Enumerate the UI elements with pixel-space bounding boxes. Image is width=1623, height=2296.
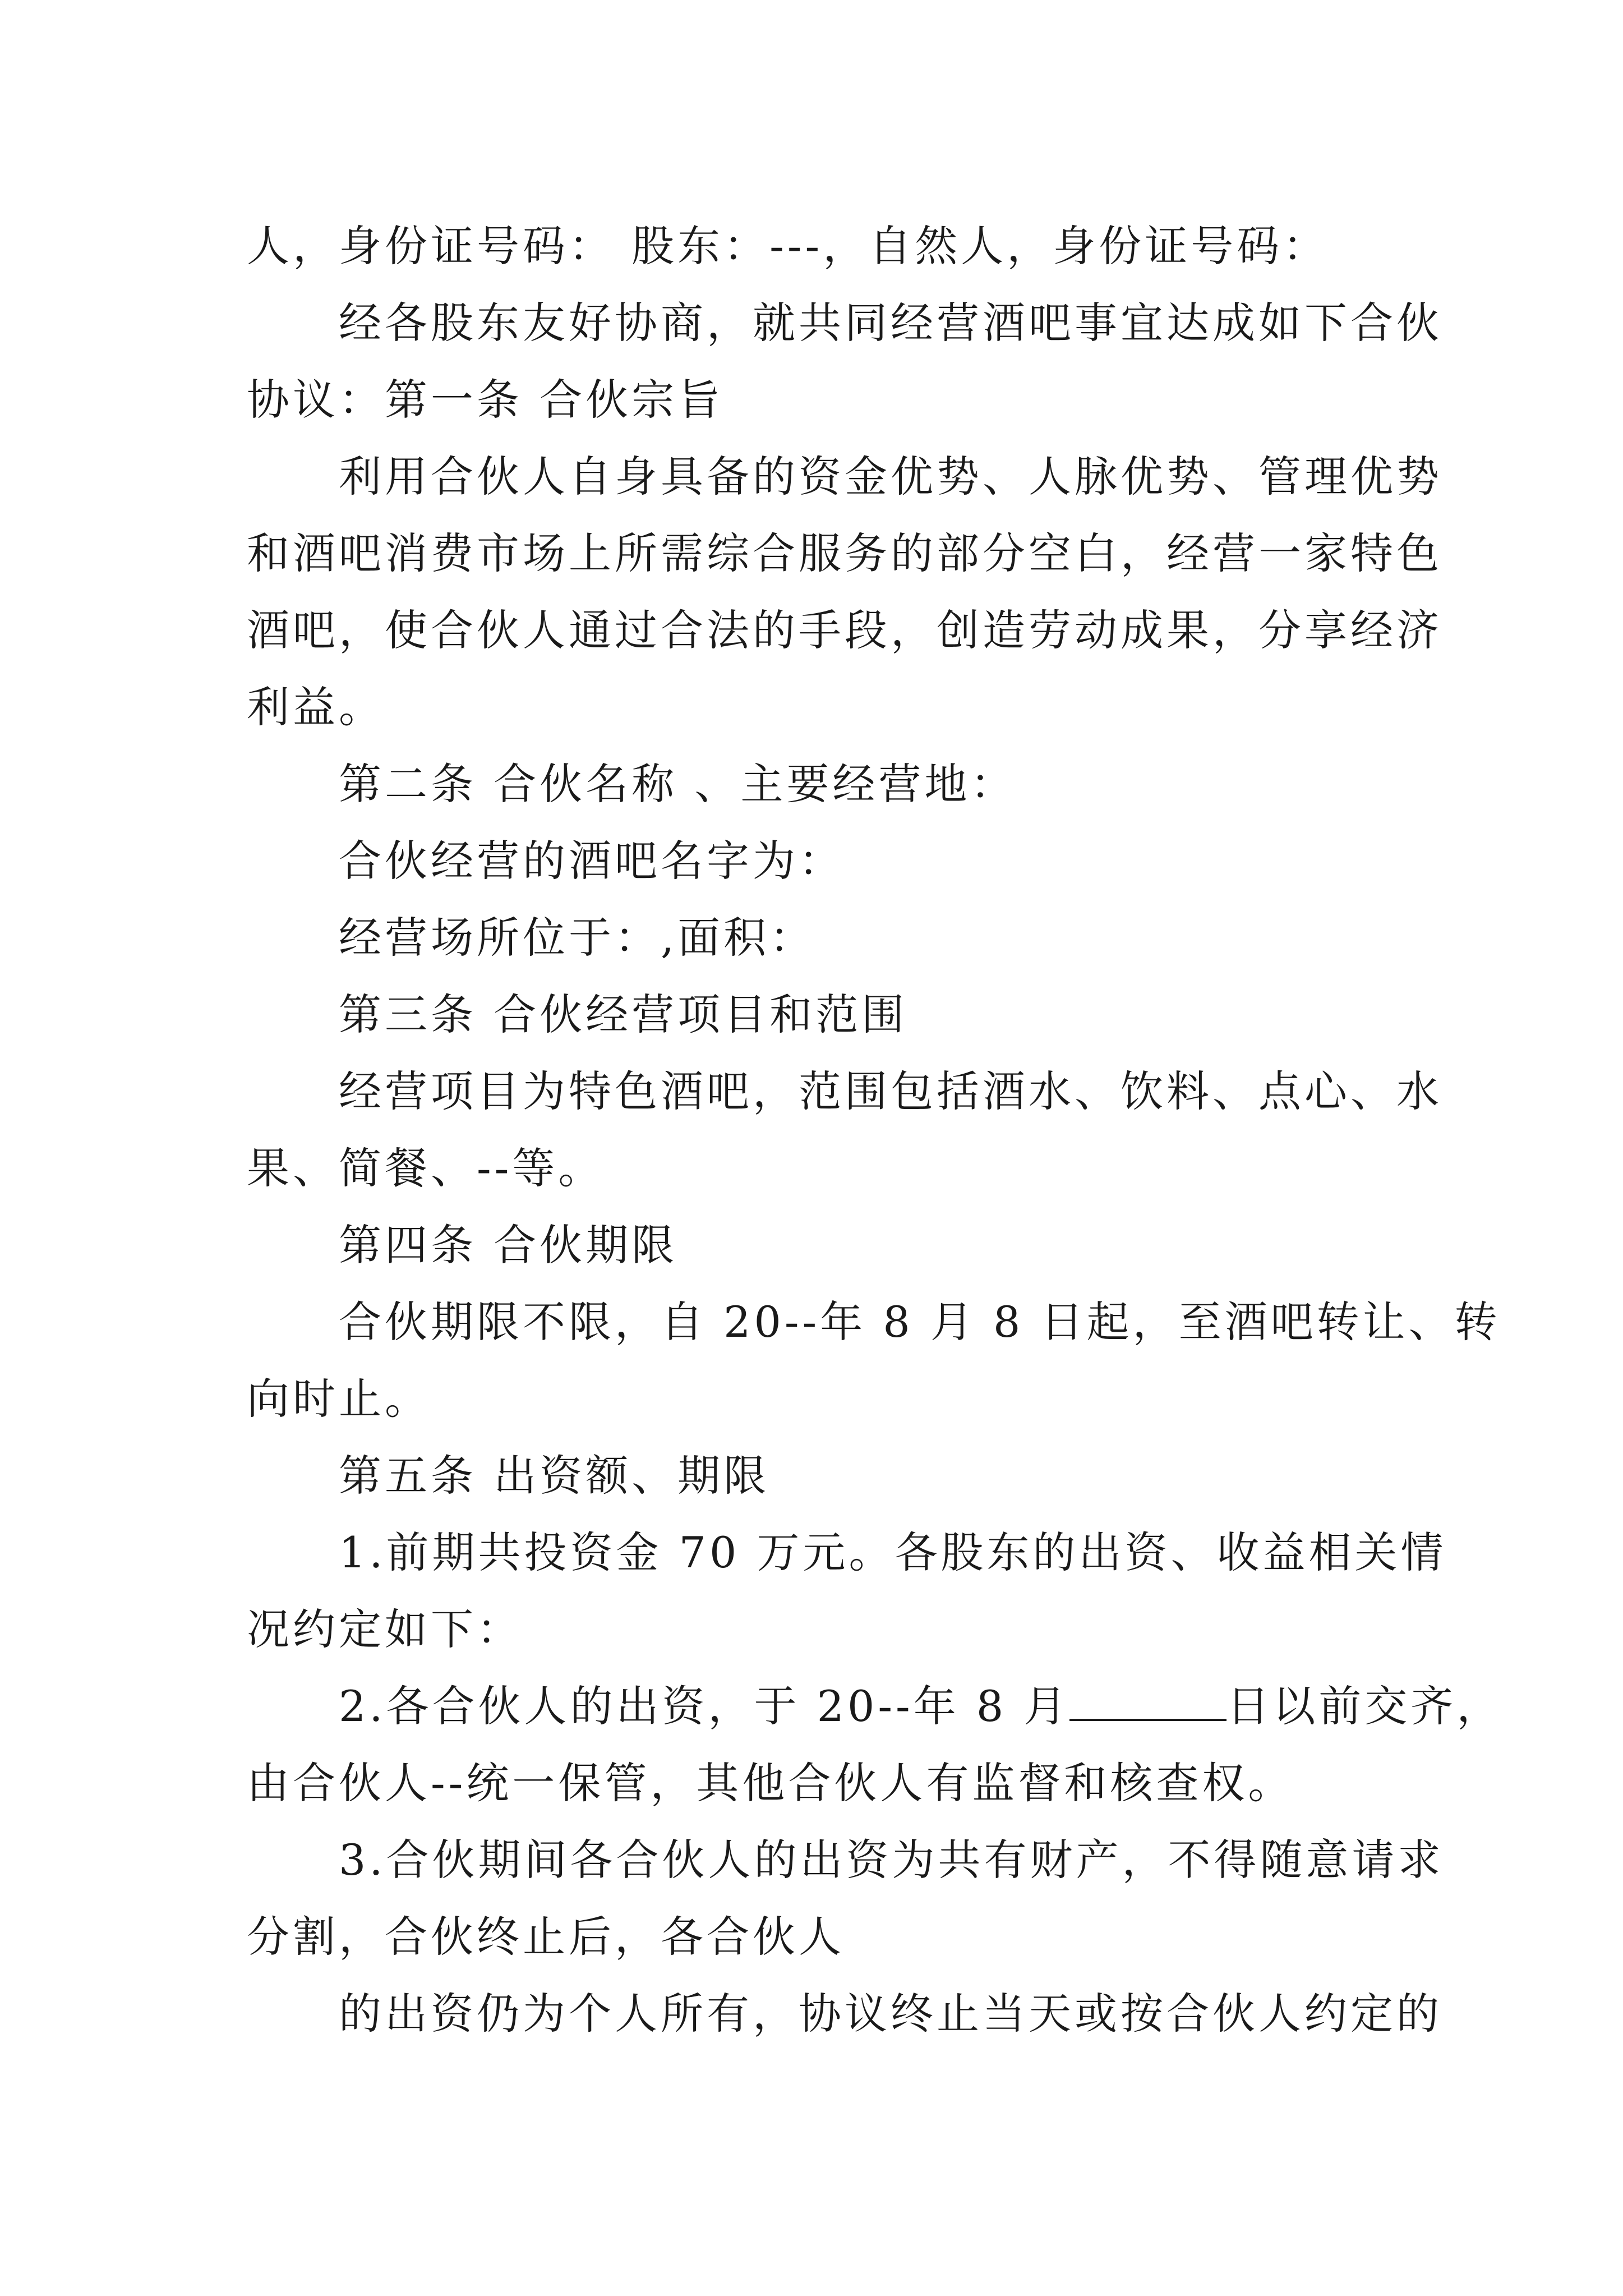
text-line: 分割，合伙终止后，各合伙人	[247, 1912, 845, 1962]
text-line: 合伙期限不限，自 20--年 8 月 8 日起，至酒吧转让、转	[339, 1297, 1501, 1347]
text-line: 酒吧，使合伙人通过合法的手段，创造劳动成果，分享经济	[247, 605, 1442, 655]
text-line: 经营项目为特色酒吧，范围包括酒水、饮料、点心、水	[339, 1066, 1442, 1116]
section-heading: 第三条 合伙经营项目和范围	[339, 990, 908, 1039]
blank-line-before: 2.各合伙人的出资，于 20--年 8 月	[339, 1681, 1070, 1731]
text-line: 利用合伙人自身具备的资金优势、人脉优势、管理优势	[339, 452, 1442, 501]
text-line: 果、简餐、--等。	[247, 1143, 605, 1193]
section-heading: 第五条 出资额、期限	[339, 1451, 770, 1501]
text-line: 3.合伙期间各合伙人的出资为共有财产，不得随意请求	[339, 1835, 1444, 1885]
text-line: 况约定如下：	[247, 1604, 523, 1654]
text-line: 人，身份证号码： 股东：---，自然人，身份证号码：	[247, 221, 1329, 271]
section-heading: 第四条 合伙期限	[339, 1220, 678, 1270]
document-body	[247, 208, 1503, 2052]
text-line: 经营场所位于：,面积：	[339, 913, 816, 963]
text-line: 的出资仍为个人所有，协议终止当天或按合伙人约定的	[339, 1989, 1442, 2039]
blank-line-after: 日以前交齐，	[1227, 1681, 1503, 1731]
fill-in-blank	[1069, 1685, 1227, 1721]
text-line: 1.前期共投资金 70 万元。各股东的出资、收益相关情	[339, 1527, 1447, 1577]
text-line: 向时止。	[247, 1374, 431, 1424]
text-line: 由合伙人--统一保管，其他合伙人有监督和核查权。	[247, 1758, 1294, 1808]
section-heading: 第二条 合伙名称 、主要经营地：	[339, 759, 1017, 809]
text-line: 经各股东友好协商，就共同经营酒吧事宜达成如下合伙	[339, 298, 1442, 348]
text-line: 利益。	[247, 682, 385, 732]
text-line: 和酒吧消费市场上所需综合服务的部分空白，经营一家特色	[247, 528, 1442, 578]
text-line-with-blank	[247, 1668, 1503, 1745]
text-line: 协议：第一条 合伙宗旨	[247, 375, 724, 425]
text-line: 合伙经营的酒吧名字为：	[339, 836, 845, 886]
